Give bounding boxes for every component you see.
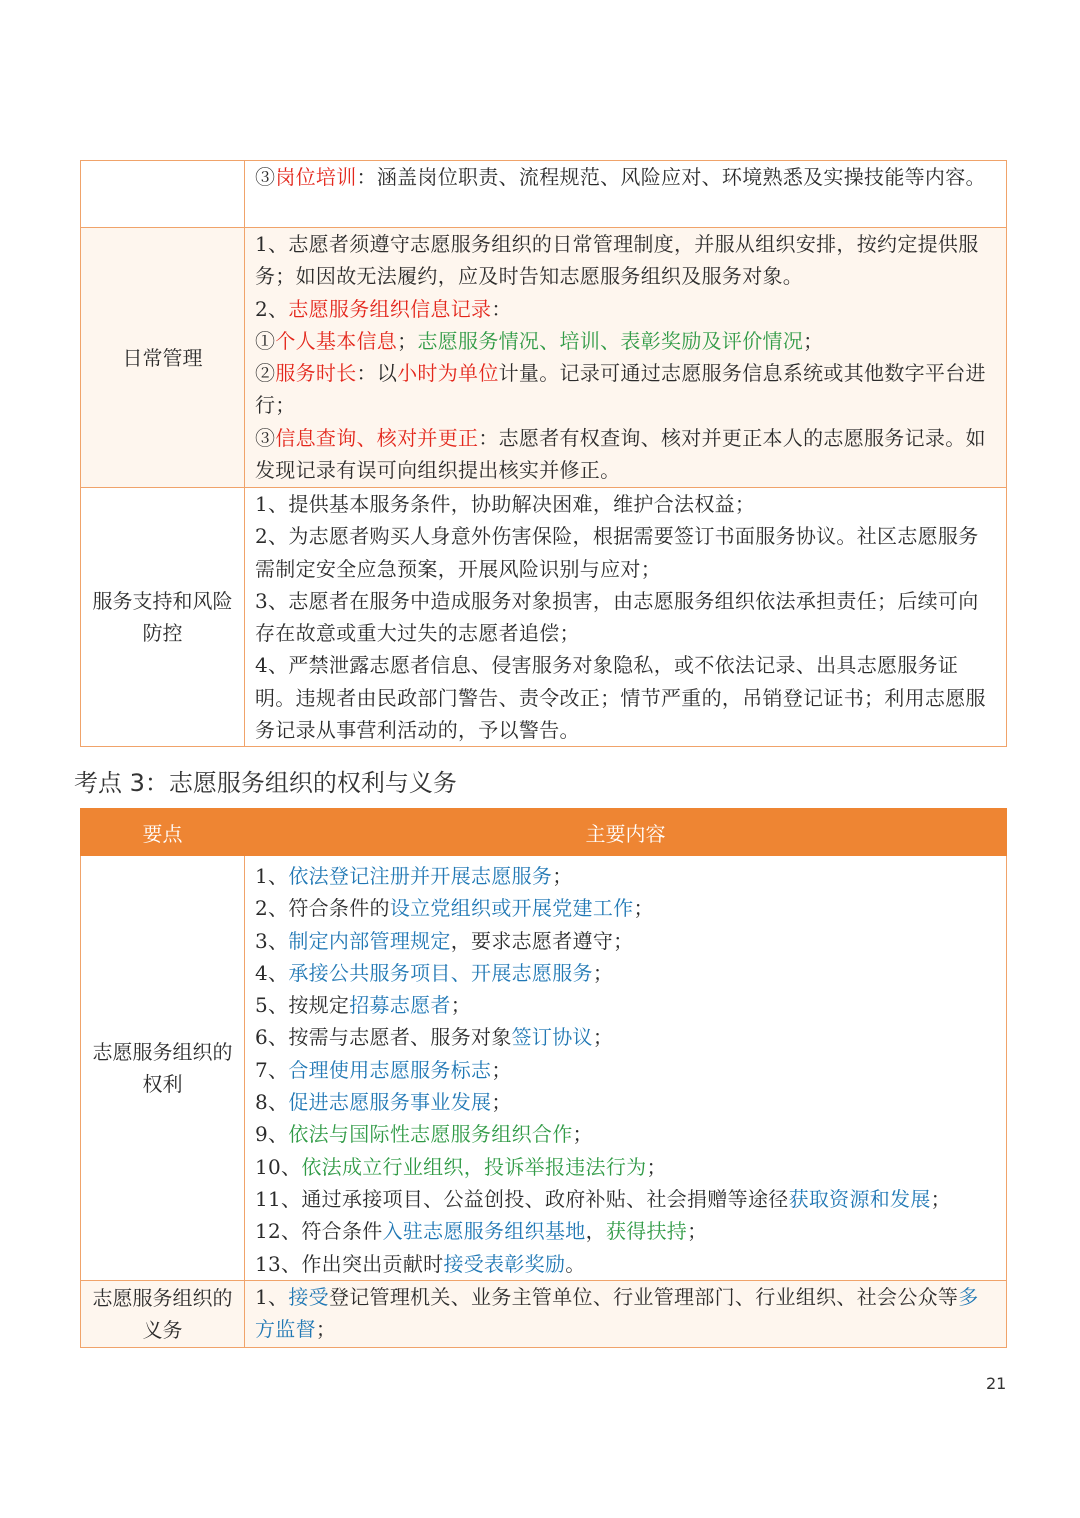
highlight-text: 接受 [288,1284,329,1309]
body-text: 2、符合条件的 [255,896,390,921]
row-key: 志愿服务组织的权利 [81,856,245,1281]
content-line [255,520,996,585]
body-text: ； [491,1090,512,1115]
body-text: ； [633,896,654,921]
content-line [255,925,996,957]
highlight-text: 信息查询、核对并更正 [275,425,479,450]
body-text: 9、 [255,1122,289,1147]
highlight-text: 个人基本信息 [275,328,398,353]
highlight-text: 小时为单位 [397,361,499,386]
body-text: ； [592,1025,614,1050]
highlight-text: 岗位培训 [275,165,357,189]
table-row-training [81,161,1007,228]
body-text: 5、按规定 [255,993,350,1018]
highlight-text: 制定内部管理规定 [288,928,451,953]
header-col-keypoint: 要点 [81,809,245,856]
table-row-support [81,488,1007,747]
highlight-text: 入驻志愿服务组织基地 [382,1219,586,1244]
header-col-content: 主要内容 [245,809,1007,856]
highlight-text: 获得扶持 [605,1219,688,1244]
highlight-text: 签订协议 [511,1025,593,1050]
highlight-text: 招募志愿者 [349,993,451,1018]
body-text: ； [552,864,573,888]
content-line [255,957,996,989]
body-text: 11、通过承接项目、公益创投、政府补贴、社会捐赠等途径 [255,1186,789,1211]
highlight-text: 志愿服务情况、培训、表彰奖励及评价情况 [417,328,804,353]
content-line [255,1054,996,1086]
body-text: ； [491,1057,512,1082]
body-text: 1、提供基本服务条件，协助解决困难，维护合法权益； [255,492,756,516]
content-line [255,585,996,650]
content-line [255,325,996,357]
content-line [255,357,996,422]
content-line [255,1151,996,1183]
body-text: 1、 [255,1284,289,1309]
highlight-text: 服务时长 [275,361,357,386]
table-row-daily [81,228,1007,488]
body-text: 1、志愿者须遵守志愿服务组织的日常管理制度，并服从组织安排，按约定提供服务；如因故无法履约，应及时告知志愿服务组织及服务对象。 [255,232,979,289]
body-text: ； [687,1219,708,1244]
highlight-text: 依法与国际性志愿服务组织合作 [288,1122,573,1147]
highlight-text: 促进志愿服务事业发展 [288,1090,492,1115]
content-line [255,1215,996,1247]
highlight-text: 合理使用志愿服务标志 [288,1057,492,1082]
body-text: ：志愿者有权查询、核对并更正本人的志愿服务记录。如发现记录有误可向组织提出核实并修正。 [255,425,986,483]
row-key [81,161,245,228]
body-text: 1、 [255,864,289,888]
body-text: ③ [255,425,276,450]
row-content [245,161,1007,228]
row-content [245,488,1007,747]
content-line [255,649,996,746]
body-text: ； [803,328,824,353]
body-text: 2、 [255,296,289,321]
section-heading: 考点 3：志愿服务组织的权利与义务 [74,769,457,797]
body-text: ； [315,1317,337,1342]
body-text: 12、符合条件 [255,1219,383,1244]
page-number: 21 [986,1374,1007,1393]
body-text: ： [491,296,512,321]
body-text: ，要求志愿者遵守； [450,928,634,953]
body-text: ； [572,1122,593,1147]
highlight-text: 依法成立行业组织，投诉举报违法行为 [301,1154,647,1179]
body-text: ③ [255,165,276,189]
body-text: ； [930,1186,951,1211]
content-line [255,860,996,892]
body-text: 登记管理机关、业务主管单位、行业管理部门、行业组织、社会公众等 [328,1284,959,1309]
table-header [81,809,1007,856]
table-daily-management [80,160,1007,747]
body-text: 。 [565,1251,586,1276]
content-line [255,1183,996,1215]
table-row-rights [81,856,1007,1281]
body-text: ：以 [356,361,398,386]
body-text: 13、作出突出贡献时 [255,1251,444,1276]
content-line [255,422,996,487]
content-line [255,892,996,924]
row-content [245,228,1007,488]
highlight-text: 设立党组织或开展党建工作 [389,896,634,921]
body-text: 2、为志愿者购买人身意外伤害保险，根据需要签订书面服务协议。社区志愿服务需制定安全应急预案，开展风险识别与应对； [255,524,979,581]
row-key: 服务支持和风险防控 [81,488,245,747]
content-line [255,1248,996,1280]
body-text: 3、 [255,928,289,953]
body-text: ② [255,361,276,386]
row-content [245,1280,1007,1347]
table-rights-duties [80,808,1007,1348]
body-text: 6、按需与志愿者、服务对象 [255,1025,512,1050]
content-line [255,161,996,193]
body-text: ； [450,993,472,1018]
body-text: 10、 [255,1154,302,1179]
content-line [255,1086,996,1118]
content-line [255,1021,996,1053]
content-line [255,488,996,520]
body-text: 8、 [255,1090,289,1115]
body-text: ， [585,1219,606,1244]
highlight-text: 接受表彰奖励 [443,1251,566,1276]
row-key: 日常管理 [81,228,245,488]
body-text: 4、 [255,960,289,985]
content-line [255,1281,996,1346]
content-line [255,1118,996,1150]
body-text: ； [646,1154,667,1179]
highlight-text: 多方监督 [255,1284,979,1342]
body-text: ； [592,960,614,985]
body-text: ① [255,328,276,353]
highlight-text: 承接公共服务项目、开展志愿服务 [288,960,593,985]
content-line [255,293,996,325]
body-text: ：涵盖岗位职责、流程规范、风险应对、环境熟悉及实操技能等内容。 [356,165,986,189]
highlight-text: 依法登记注册并开展志愿服务 [288,864,553,888]
body-text: 3、志愿者在服务中造成服务对象损害，由志愿服务组织依法承担责任；后续可向存在故意或重大过失的志愿者追偿； [255,588,979,646]
body-text: 计量。记录可通过志愿服务信息系统或其他数字平台进行； [255,361,986,418]
row-content [245,856,1007,1281]
table-row-duties [81,1280,1007,1347]
highlight-text: 志愿服务组织信息记录 [288,296,492,321]
body-text: 4、严禁泄露志愿者信息、侵害服务对象隐私，或不依法记录、出具志愿服务证明。违规者由民政部门警告、责令改正；情节严重的，吊销登记证书；利用志愿服务记录从事营利活动的，予以警告。 [255,653,986,743]
content-line [255,228,996,293]
row-key: 志愿服务组织的义务 [81,1280,245,1347]
highlight-text: 获取资源和发展 [788,1186,931,1211]
body-text: ； [397,328,418,353]
content-line [255,989,996,1021]
body-text: 7、 [255,1057,289,1082]
